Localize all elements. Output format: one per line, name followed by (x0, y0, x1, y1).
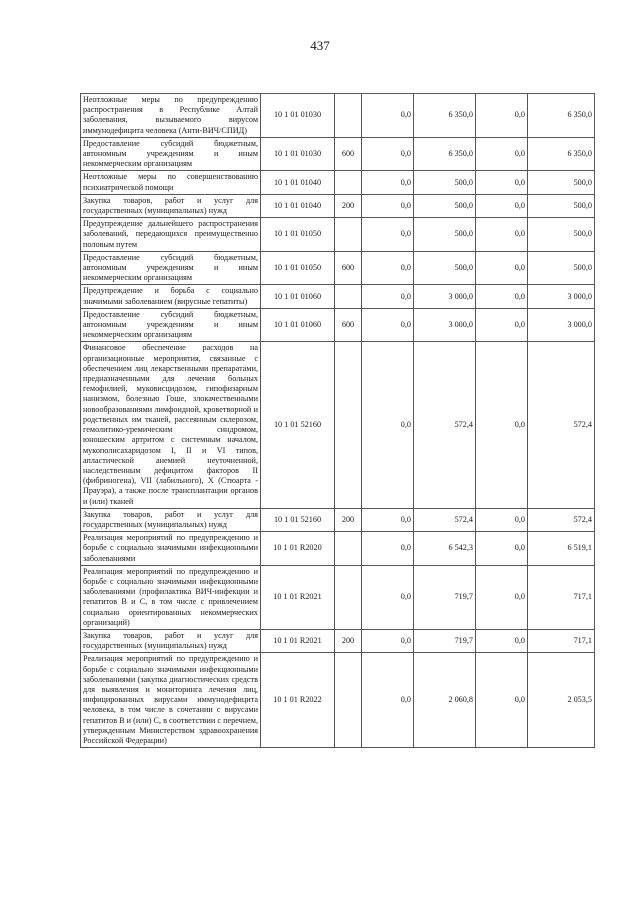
row-target-code: 10 1 01 52160 (261, 342, 335, 508)
row-expense-type (335, 532, 362, 566)
row-value-3: 0,0 (476, 629, 528, 652)
row-value-2: 6 350,0 (414, 94, 476, 138)
row-value-3: 0,0 (476, 508, 528, 531)
row-expense-type: 600 (335, 251, 362, 285)
row-value-2: 3 000,0 (414, 308, 476, 342)
row-value-2: 6 350,0 (414, 137, 476, 171)
row-name: Реализация мероприятий по предупреждению и борьбе с социально значимыми инфекционными заболеваниями (81, 532, 261, 566)
row-target-code: 10 1 01 01040 (261, 171, 335, 194)
row-value-4: 6 519,1 (528, 532, 595, 566)
table-row (81, 218, 595, 252)
row-value-2: 500,0 (414, 194, 476, 217)
row-value-4: 2 053,5 (528, 653, 595, 748)
row-name: Неотложные меры по предупреждению распространения в Республике Алтай заболевания, вызываемого вирусом иммунодефицита человека (Анти-ВИЧ/СПИД) (81, 94, 261, 138)
row-name: Предоставление субсидий бюджетным, автономным учреждениям и иным некоммерческим организациям (81, 137, 261, 171)
row-value-3: 0,0 (476, 308, 528, 342)
row-expense-type (335, 171, 362, 194)
row-value-4: 572,4 (528, 508, 595, 531)
row-expense-type (335, 285, 362, 308)
row-target-code: 10 1 01 52160 (261, 508, 335, 531)
budget-table (80, 93, 595, 748)
table-row (81, 565, 595, 629)
row-target-code: 10 1 01 R2021 (261, 629, 335, 652)
row-value-4: 500,0 (528, 171, 595, 194)
row-value-1: 0,0 (362, 94, 414, 138)
row-value-1: 0,0 (362, 218, 414, 252)
row-value-4: 6 350,0 (528, 137, 595, 171)
row-name: Предупреждение дальнейшего распространения заболеваний, передающихся преимущественно половым путем (81, 218, 261, 252)
row-value-4: 6 350,0 (528, 94, 595, 138)
row-value-2: 500,0 (414, 251, 476, 285)
row-expense-type (335, 565, 362, 629)
row-value-2: 719,7 (414, 629, 476, 652)
row-expense-type (335, 218, 362, 252)
row-target-code: 10 1 01 01060 (261, 285, 335, 308)
row-target-code: 10 1 01 R2022 (261, 653, 335, 748)
row-value-4: 500,0 (528, 218, 595, 252)
row-value-3: 0,0 (476, 565, 528, 629)
row-value-2: 2 060,8 (414, 653, 476, 748)
row-value-1: 0,0 (362, 508, 414, 531)
row-expense-type: 600 (335, 308, 362, 342)
row-value-3: 0,0 (476, 194, 528, 217)
row-name: Закупка товаров, работ и услуг для государственных (муниципальных) нужд (81, 194, 261, 217)
table-row (81, 137, 595, 171)
row-name: Предупреждение и борьба с социально значимыми заболеванием (вирусные гепатиты) (81, 285, 261, 308)
row-value-2: 6 542,3 (414, 532, 476, 566)
row-value-3: 0,0 (476, 285, 528, 308)
table-row (81, 94, 595, 138)
row-value-3: 0,0 (476, 218, 528, 252)
row-value-1: 0,0 (362, 532, 414, 566)
table-row (81, 285, 595, 308)
table-row (81, 251, 595, 285)
row-value-1: 0,0 (362, 285, 414, 308)
row-value-1: 0,0 (362, 653, 414, 748)
table-row (81, 532, 595, 566)
row-expense-type (335, 342, 362, 508)
row-value-2: 572,4 (414, 342, 476, 508)
row-target-code: 10 1 01 01040 (261, 194, 335, 217)
row-name: Неотложные меры по совершенствованию психиатрической помощи (81, 171, 261, 194)
row-expense-type (335, 94, 362, 138)
row-value-4: 500,0 (528, 251, 595, 285)
row-value-3: 0,0 (476, 171, 528, 194)
row-value-4: 500,0 (528, 194, 595, 217)
row-value-1: 0,0 (362, 137, 414, 171)
row-value-1: 0,0 (362, 342, 414, 508)
table-row (81, 508, 595, 531)
row-value-3: 0,0 (476, 342, 528, 508)
row-value-3: 0,0 (476, 532, 528, 566)
row-name: Предоставление субсидий бюджетным, автономным учреждениям и иным некоммерческим организациям (81, 251, 261, 285)
row-value-1: 0,0 (362, 565, 414, 629)
row-expense-type (335, 653, 362, 748)
row-value-2: 500,0 (414, 218, 476, 252)
row-name: Финансовое обеспечение расходов на организационные мероприятия, связанные с обеспечением лиц лекарственными препаратами, предназначенными для лечения больных гемофилией, муковисцидозом, гипофизарным нанизмом, болезнью Гоше, злокачественными новообразованиями лимфоидной, кроветворной и родственных им тканей, рассеянным склерозом, гемолитико-уремическим синдромом, юношеским артритом с системным началом, мукополисахаридозом I, II и VI типов, апластической анемией неуточненной, наследственным дефицитом факторов II (фибриногена), VII (лабильного), X (Стюарта - Прауэра), а также после трансплантации органов и (или) тканей (81, 342, 261, 508)
row-value-1: 0,0 (362, 629, 414, 652)
row-value-1: 0,0 (362, 308, 414, 342)
page-number: 437 (310, 38, 330, 53)
row-target-code: 10 1 01 01060 (261, 308, 335, 342)
table-row (81, 308, 595, 342)
row-target-code: 10 1 01 R2020 (261, 532, 335, 566)
row-expense-type: 200 (335, 629, 362, 652)
row-target-code: 10 1 01 01050 (261, 218, 335, 252)
row-target-code: 10 1 01 01030 (261, 94, 335, 138)
row-name: Закупка товаров, работ и услуг для государственных (муниципальных) нужд (81, 629, 261, 652)
row-value-4: 3 000,0 (528, 308, 595, 342)
row-target-code: 10 1 01 01050 (261, 251, 335, 285)
row-expense-type: 600 (335, 137, 362, 171)
row-value-2: 572,4 (414, 508, 476, 531)
row-value-3: 0,0 (476, 137, 528, 171)
table-row (81, 194, 595, 217)
table-row (81, 629, 595, 652)
row-value-4: 3 000,0 (528, 285, 595, 308)
row-target-code: 10 1 01 R2021 (261, 565, 335, 629)
row-value-1: 0,0 (362, 251, 414, 285)
row-name: Предоставление субсидий бюджетным, автономным учреждениям и иным некоммерческим организациям (81, 308, 261, 342)
row-name: Реализация мероприятий по предупреждению и борьбе с социально значимыми инфекционными заболеваниями (закупка диагностических средств для выявления и мониторинга лечения лиц, инфицированных вирусами иммунодефицита человека, в том числе в сочетании с вирусами гепатитов B и (или) C, в соответствии с перечнем, утвержденным Министерством здравоохранения Российской Федерации) (81, 653, 261, 748)
row-expense-type: 200 (335, 194, 362, 217)
row-value-1: 0,0 (362, 194, 414, 217)
row-value-3: 0,0 (476, 94, 528, 138)
row-value-2: 719,7 (414, 565, 476, 629)
table-row (81, 653, 595, 748)
row-value-1: 0,0 (362, 171, 414, 194)
row-value-4: 717,1 (528, 565, 595, 629)
row-expense-type: 200 (335, 508, 362, 531)
row-target-code: 10 1 01 01030 (261, 137, 335, 171)
table-row (81, 342, 595, 508)
table-row (81, 171, 595, 194)
row-value-2: 3 000,0 (414, 285, 476, 308)
row-value-3: 0,0 (476, 251, 528, 285)
row-name: Закупка товаров, работ и услуг для государственных (муниципальных) нужд (81, 508, 261, 531)
row-value-3: 0,0 (476, 653, 528, 748)
row-value-4: 572,4 (528, 342, 595, 508)
row-value-4: 717,1 (528, 629, 595, 652)
row-name: Реализация мероприятий по предупреждению и борьбе с социально значимыми инфекционными заболеваниями (профилактика ВИЧ-инфекции и гепатитов B и C, в том числе с привлечением социально ориентированных некоммерческих организаций) (81, 565, 261, 629)
row-value-2: 500,0 (414, 171, 476, 194)
